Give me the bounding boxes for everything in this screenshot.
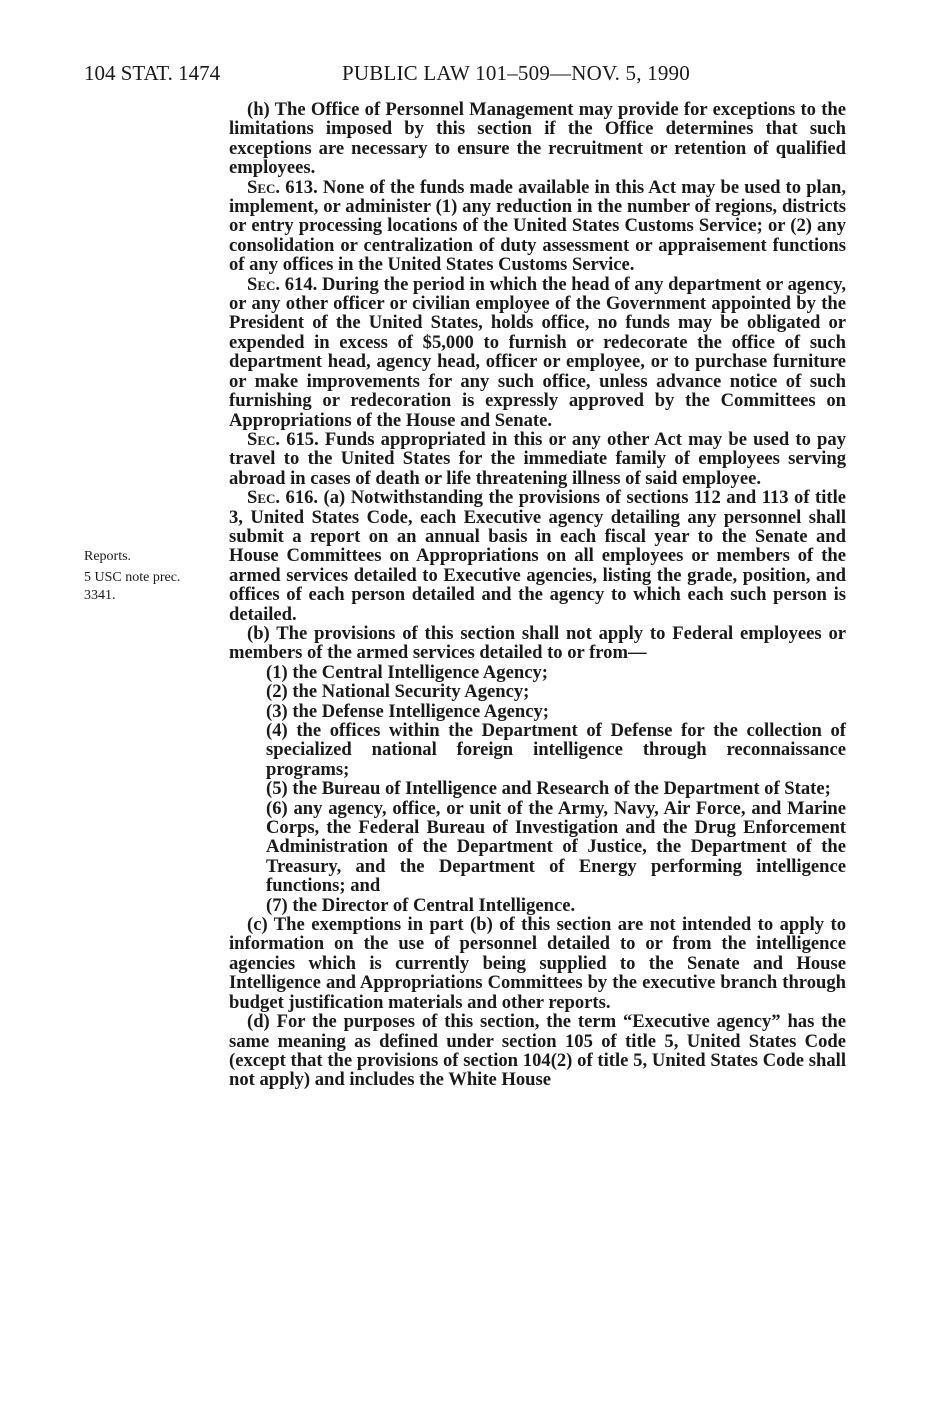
list-item-5: (5) the Bureau of Intelligence and Research of the Department of State; xyxy=(266,778,831,800)
margin-note-usc-section: 3341. xyxy=(84,588,116,603)
list-item-1: (1) the Central Intelligence Agency; xyxy=(266,661,548,683)
list-item-2: (2) the National Security Agency; xyxy=(266,681,530,703)
margin-note-reports: Reports. xyxy=(84,549,132,564)
section-label: Sec. xyxy=(247,176,281,198)
section-label: Sec. xyxy=(247,487,281,509)
margin-note-usc: 5 USC note prec. xyxy=(84,570,181,585)
list-item-3: (3) the Defense Intelligence Agency; xyxy=(266,700,549,722)
law-title-date: PUBLIC LAW 101–509—NOV. 5, 1990 xyxy=(342,61,690,85)
list-item-4: (4) the offices within the Department of Defense for the collection of specialized national foreign intelligence through reconnaissance programs; xyxy=(266,720,846,780)
running-header xyxy=(84,58,864,88)
paragraph-sec-616-a: Sec. 616. (a) Notwithstanding the provisions of sections 112 and 113 of title 3, United States Code, each Executive agency detailing any personnel shall submit a report on an annual basis in each fiscal year to the Senate and House Committees on Appropriations on all employees or members of the armed services detailed to Executive agencies, listing the grade, position, and offices of each person detailed and the agency to which each such person is detailed. xyxy=(229,487,846,625)
paragraph-sec-614: Sec. 614. During the period in which the head of any department or agency, or any other officer or civilian employee of the Government appointed by the President of the United States, holds office, no funds may be obligated or expended in excess of $5,000 to furnish or redecorate the office of such department head, agency head, officer or employee, or to purchase furniture or make improvements for any such office, unless advance notice of such furnishing or redecoration is expressly approved by the Committees on Appropriations of the House and Senate. xyxy=(229,273,846,431)
body-text xyxy=(229,100,846,1090)
section-label: Sec. xyxy=(247,428,281,450)
list-item-7: (7) the Director of Central Intelligence. xyxy=(266,894,576,916)
section-label: Sec. xyxy=(247,273,281,295)
list-item-6: (6) any agency, office, or unit of the Army, Navy, Air Force, and Marine Corps, the Federal Bureau of Investigation and the Drug Enforcement Administration of the Department of Justice, the Department of the Treasury, and the Department of Energy performing intelligence functions; and xyxy=(266,797,846,897)
paragraph-616-c: (c) The exemptions in part (b) of this section are not intended to apply to information on the use of personnel detailed to or from the intelligence agencies which is currently being supplied to the Senate and House Intelligence and Appropriations Committees by the executive branch through budget justification materials and other reports. xyxy=(229,914,846,1013)
paragraph-616-d: (d) For the purposes of this section, the term “Executive agency” has the same meaning as defined under section 105 of title 5, United States Code (except that the provisions of section 104(2) of title 5, United States Code shall not apply) and includes the White House xyxy=(229,1011,846,1091)
paragraph-sec-615: Sec. 615. Funds appropriated in this or any other Act may be used to pay travel to the United States for the immediate family of employees serving abroad in cases of death or life threatening illness of said employee. xyxy=(229,428,846,489)
paragraph-sec-613: Sec. 613. None of the funds made available in this Act may be used to plan, implement, or administer (1) any reduction in the number of regions, districts or entry processing locations of the United States Customs Service; or (2) any consolidation or centralization of duty assessment or appraisement functions of any offices in the United States Customs Service. xyxy=(229,176,846,276)
paragraph-h: (h) The Office of Personnel Management may provide for exceptions to the limitations imposed by this section if the Office determines that such exceptions are necessary to ensure the recruitment or retention of qualified employees. xyxy=(229,99,846,179)
statute-page-number: 104 STAT. 1474 xyxy=(84,61,221,85)
paragraph-616-b: (b) The provisions of this section shall not apply to Federal employees or members of the armed services detailed to or from— xyxy=(229,622,846,664)
